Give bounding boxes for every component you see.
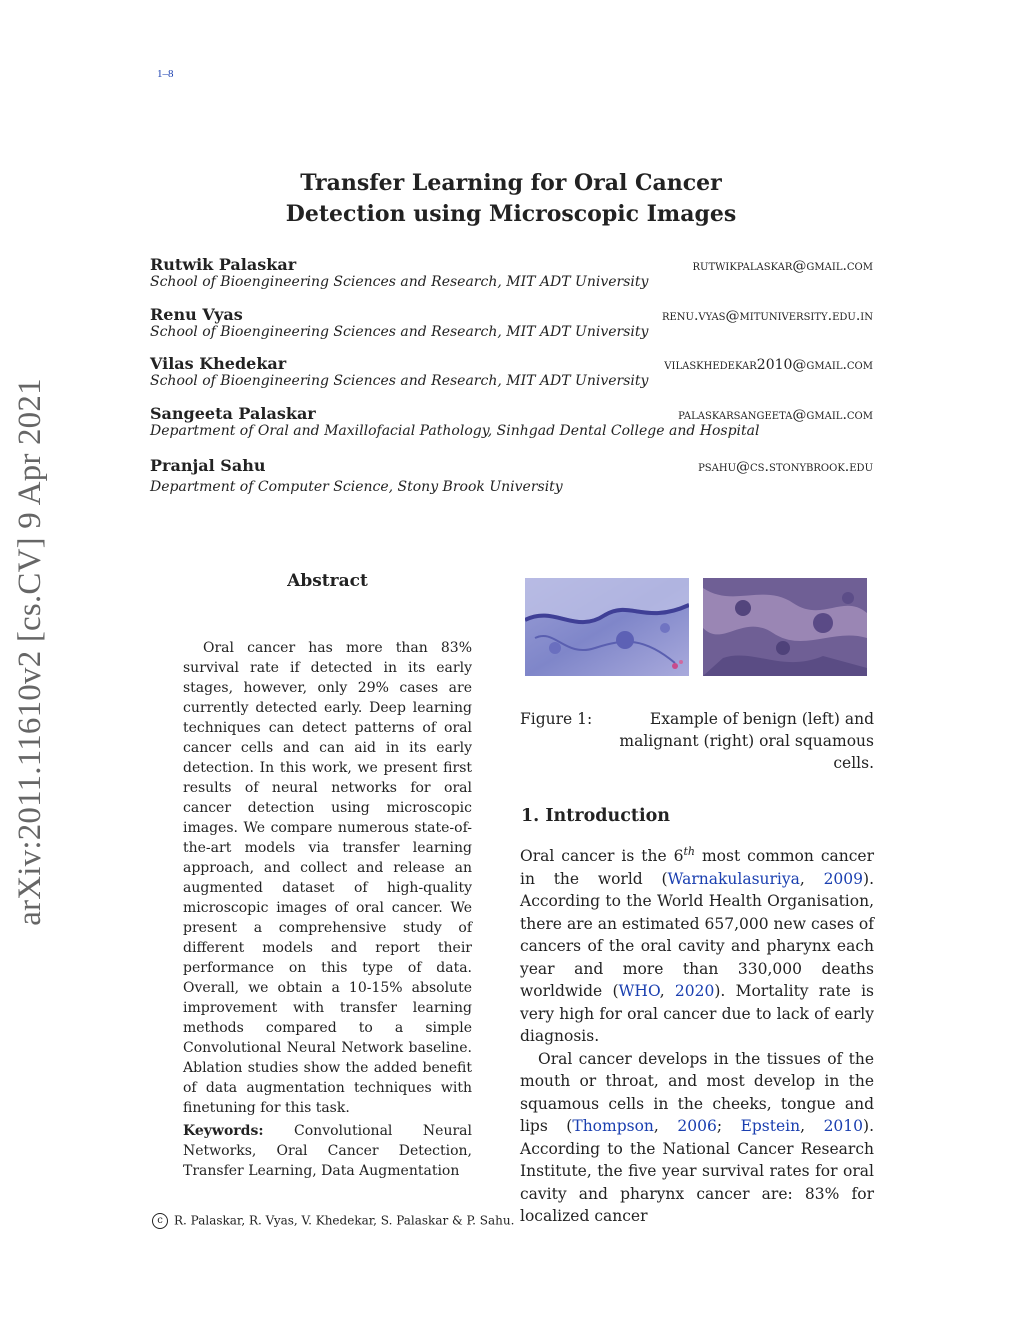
author-block-5	[150, 456, 873, 495]
introduction-body	[520, 841, 874, 1228]
author-block-4	[150, 404, 873, 439]
author-block-2	[150, 305, 873, 340]
keywords-label: Keywords:	[183, 1123, 264, 1139]
text: Oral cancer is the 6	[520, 847, 684, 866]
text: ). Mortality rate is very high for oral cancer due to lack of early diagnosis.	[520, 982, 875, 1046]
citation-year-link[interactable]: 2006	[677, 1117, 717, 1136]
text: ,	[799, 869, 824, 888]
author-name: Renu Vyas	[150, 305, 243, 324]
citation-year-link[interactable]: 2010	[823, 1117, 864, 1136]
author-affiliation: School of Bioengineering Sciences and Research, MIT ADT University	[150, 324, 649, 340]
page-range: 1–8	[157, 68, 174, 80]
keywords	[183, 1121, 472, 1181]
citation-year-link[interactable]: 2009	[823, 869, 864, 888]
keywords-text: Convolutional Neural Networks, Oral Cancer Detection, Transfer Learning, Data Augmentation	[183, 1123, 472, 1179]
title-line-1: Transfer Learning for Oral Cancer	[300, 170, 722, 196]
paper-title	[150, 168, 872, 230]
intro-paragraph-1	[520, 841, 874, 1048]
author-email[interactable]: rutwikpalaskar@gmail.com	[692, 258, 873, 274]
author-block-3	[150, 354, 873, 389]
title-line-2: Detection using Microscopic Images	[285, 201, 737, 227]
text: ,	[659, 982, 675, 1001]
author-block-1	[150, 255, 873, 290]
text: ;	[716, 1117, 741, 1136]
author-name: Pranjal Sahu	[150, 456, 266, 475]
intro-paragraph-2	[520, 1048, 874, 1228]
benign-tissue-image	[525, 578, 689, 676]
copyright-footer	[152, 1213, 514, 1229]
citation-year-link[interactable]: 2020	[674, 982, 715, 1001]
abstract-heading: Abstract	[287, 571, 368, 591]
text: most common cancer in the world (	[520, 847, 874, 888]
author-affiliation: Department of Oral and Maxillofacial Pathology, Sinhgad Dental College and Hospital	[150, 423, 760, 439]
arxiv-side-stamp: arXiv:2011.11610v2 [cs.CV] 9 Apr 2021	[12, 378, 48, 926]
author-name: Vilas Khedekar	[150, 354, 287, 373]
author-email[interactable]: psahu@cs.stonybrook.edu	[698, 459, 873, 475]
copyright-text: R. Palaskar, R. Vyas, V. Khedekar, S. Palaskar & P. Sahu.	[174, 1213, 515, 1228]
figure-caption-text: Example of benign (left) and malignant (right) oral squamous cells.	[619, 710, 874, 772]
author-email[interactable]: vilaskhedekar2010@gmail.com	[664, 357, 873, 373]
section-heading-introduction: 1. Introduction	[521, 806, 670, 826]
author-affiliation: School of Bioengineering Sciences and Research, MIT ADT University	[150, 274, 649, 290]
text: ). According to the World Health Organisation, there are an estimated 657,000 new cases of cancers of the oral cavity and pharynx each year and more than 330,000 deaths worldwide (	[520, 869, 874, 1001]
abstract-text: Oral cancer has more than 83% survival rate if detected in its early stages, however, only 29% cases are currently detected early. Deep learning techniques can detect patterns of oral cancer cells and can aid in its early detection. In this work, we present first results of neural networks for oral cancer detection using microscopic images. We compare numerous state-of-the-art models via transfer learning approach, and collect and release an augmented dataset of high-quality microscopic images of oral cancer. We present a comprehensive study of different models and report their performance on this type of data. Overall, we obtain a 10-15% absolute improvement with transfer learning methods compared to a simple Convolutional Neural Network baseline. Ablation studies show the added benefit of data augmentation techniques with finetuning for this task.	[183, 640, 472, 1116]
citation-link[interactable]: Warnakulasuriya	[667, 869, 800, 888]
copyright-icon: c	[152, 1213, 168, 1229]
citation-link[interactable]: Epstein	[740, 1117, 801, 1136]
malignant-tissue-image	[703, 578, 867, 676]
citation-link[interactable]: Thompson	[572, 1117, 654, 1136]
text: ). According to the National Cancer Research Institute, the five year survival rates for oral cavity and pharynx cancer are: 83% for localized cancer	[520, 1117, 874, 1226]
figure-label: Figure 1:	[520, 710, 593, 728]
text: Oral cancer develops in the tissues of the mouth or throat, and most develop in the squamous cells in the cheeks, tongue and lips (	[520, 1049, 874, 1136]
author-email[interactable]: palaskarsangeeta@gmail.com	[678, 407, 873, 423]
author-affiliation: Department of Computer Science, Stony Brook University	[150, 479, 563, 495]
superscript: th	[683, 845, 695, 858]
citation-link[interactable]: WHO	[618, 982, 660, 1001]
author-name: Rutwik Palaskar	[150, 255, 297, 274]
author-name: Sangeeta Palaskar	[150, 404, 316, 423]
author-affiliation: School of Bioengineering Sciences and Research, MIT ADT University	[150, 373, 649, 389]
author-email[interactable]: renu.vyas@mituniversity.edu.in	[661, 308, 873, 324]
text: ,	[653, 1117, 678, 1136]
text: ,	[800, 1117, 824, 1136]
